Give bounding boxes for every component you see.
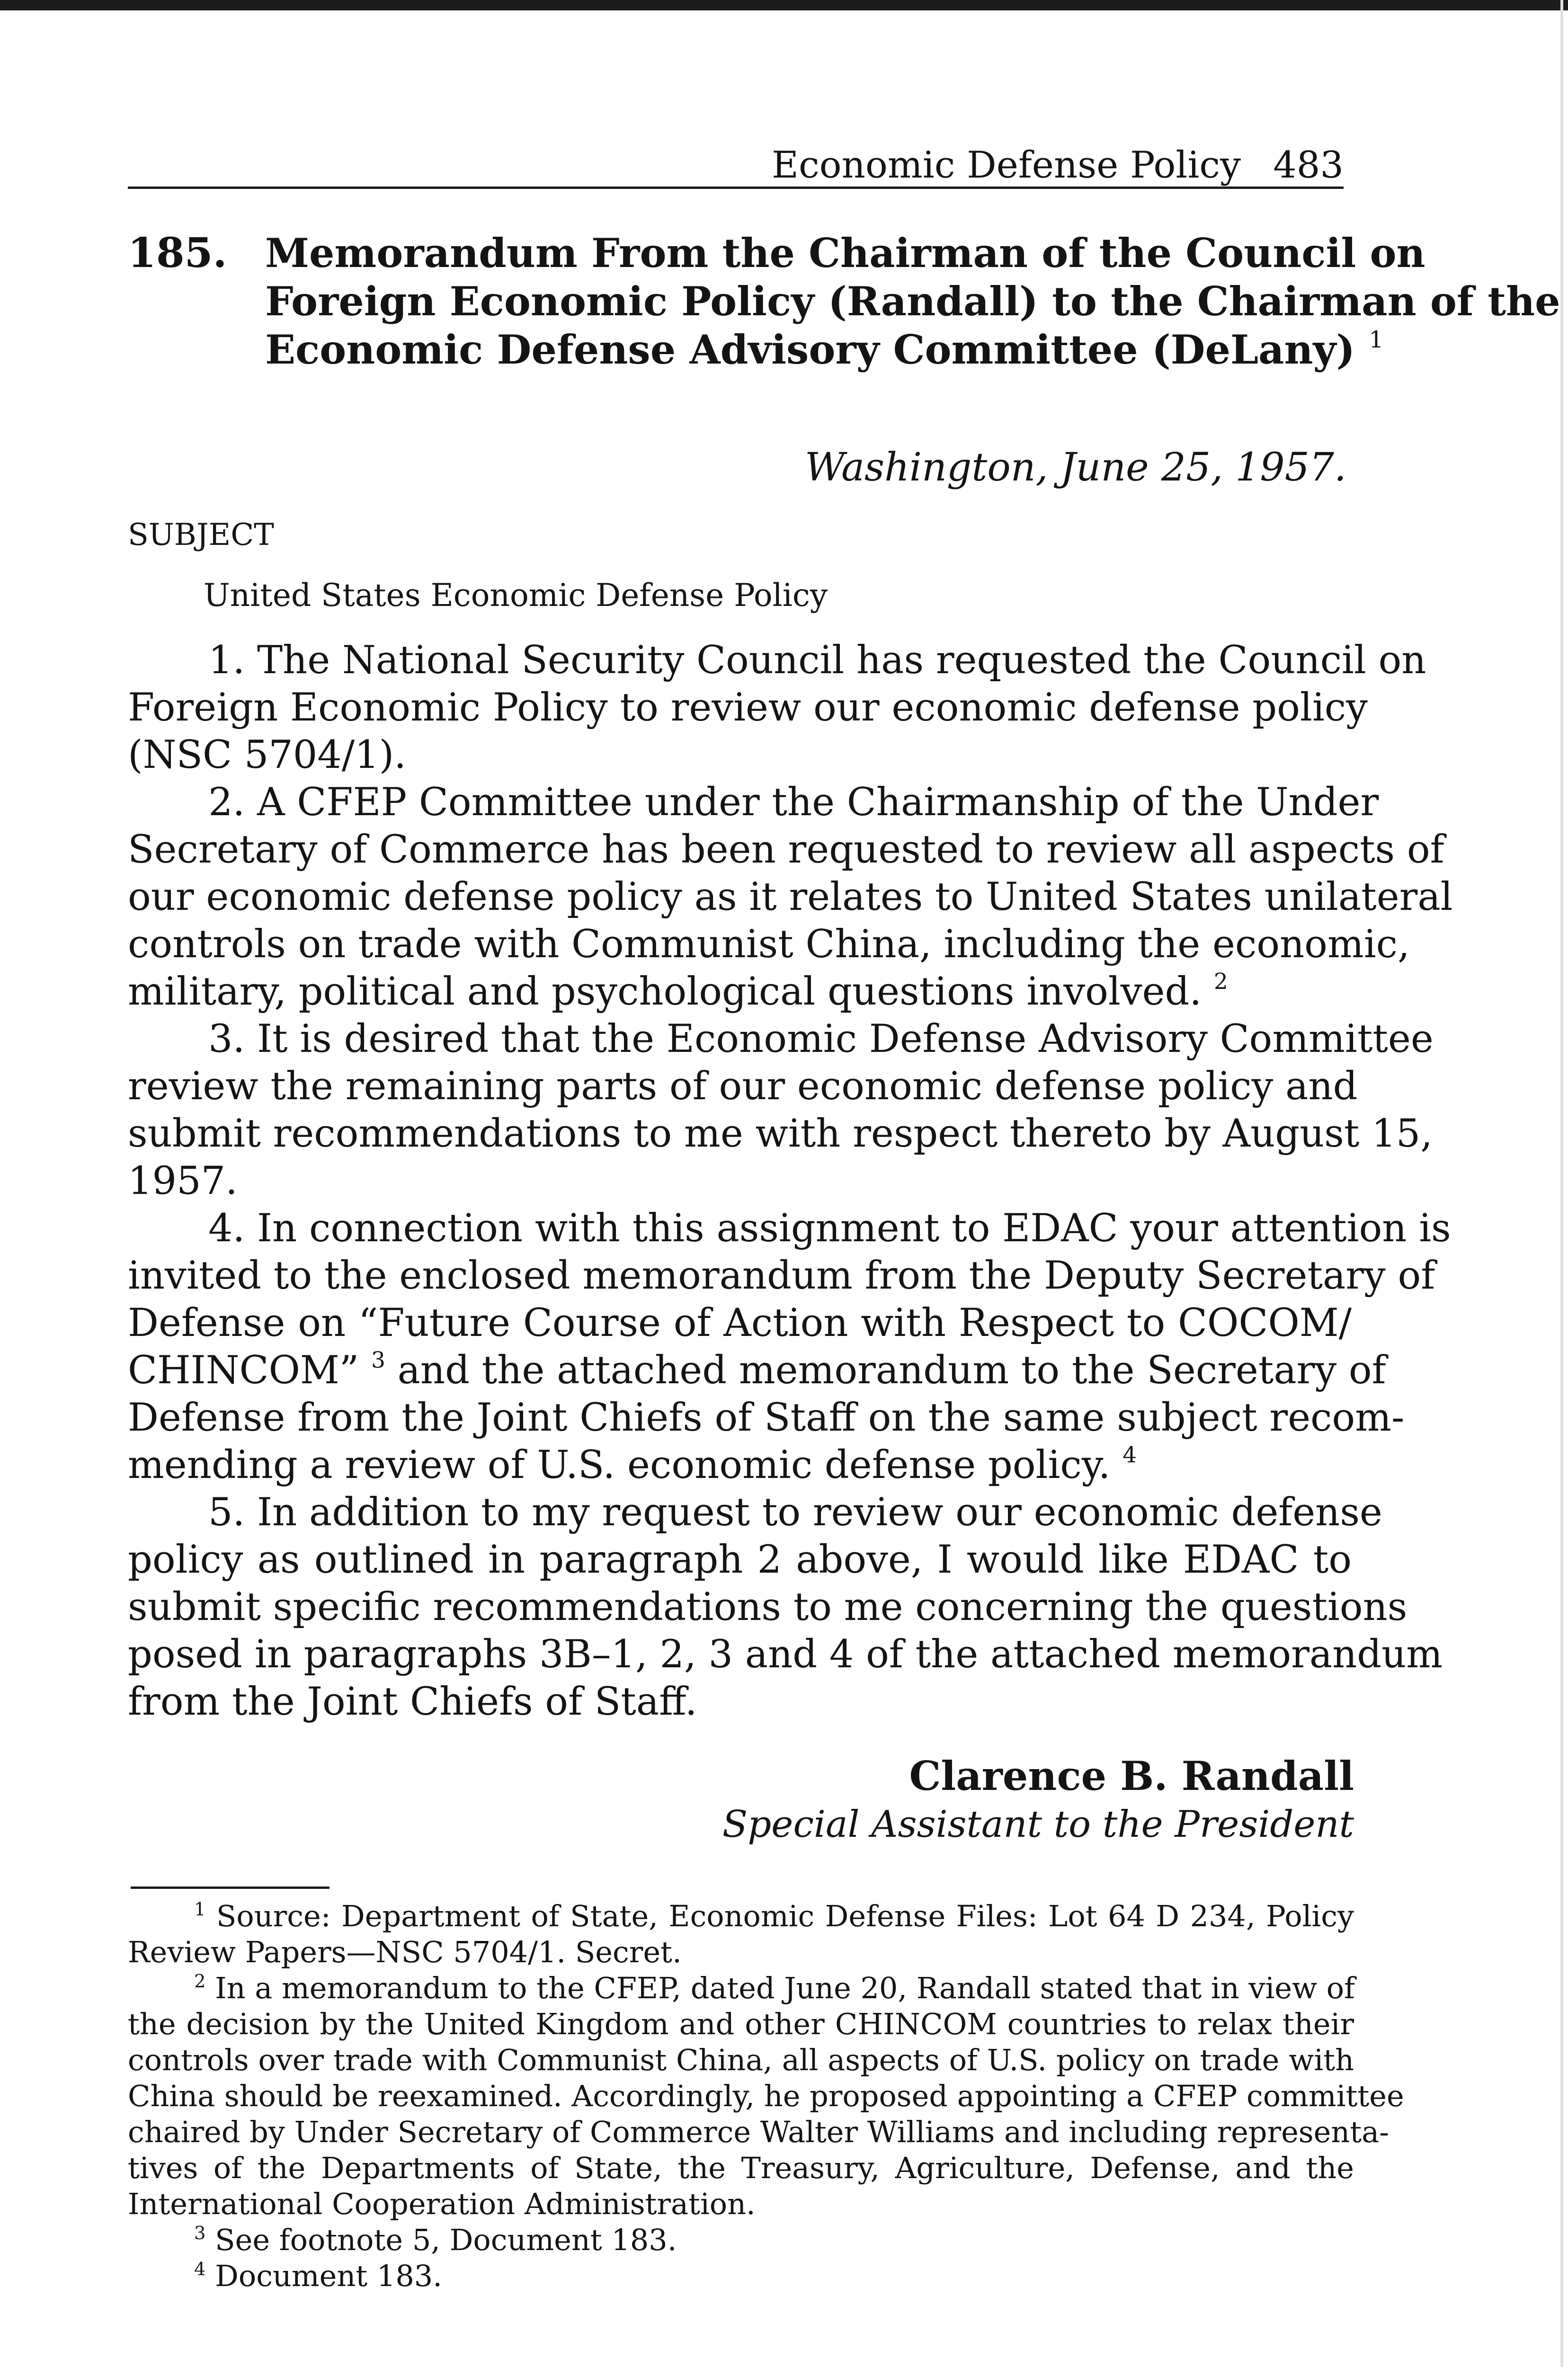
footnote-line: $^2$ In a memorandum to the CFEP, dated June 20, Randall stated that in view of (194, 1970, 1355, 2005)
footnote-reference: 4 (1123, 1442, 1137, 1468)
paragraph-2 (128, 779, 1453, 1015)
text-line: policy as outlined in paragraph 2 above, I would like EDAC to (128, 1538, 1352, 1582)
footnote-line: tives of the Departments of State, the Treasury, Agriculture, Defense, and the (128, 2151, 1354, 2185)
running-head (128, 137, 1344, 189)
text-line: 1957. (128, 1159, 238, 1203)
footnote-2 (128, 1970, 1404, 2222)
footnote-marker: 3 (194, 2222, 206, 2244)
page-right-edge (1560, 0, 1563, 2367)
paragraph-4 (128, 1205, 1451, 1489)
page-top-edge (0, 0, 1568, 10)
document-title-line: Memorandum From the Chairman of the Council on (265, 230, 1425, 276)
document-title-line: Economic Defense Advisory Committee (DeLany) $^1$ (265, 326, 1384, 373)
text-line: Foreign Economic Policy to review our economic defense policy (128, 685, 1368, 730)
signature-block (722, 1752, 1354, 1848)
document-number: 185. (128, 229, 227, 277)
text-line: invited to the enclosed memorandum from the Deputy Secretary of (128, 1254, 1435, 1298)
text-line: Defense on “Future Course of Action with Respect to COCOM/ (128, 1301, 1352, 1345)
footnote-line: $^3$ See footnote 5, Document 183. (194, 2222, 677, 2257)
footnote-line: International Cooperation Administration. (128, 2187, 756, 2221)
footnote-line: $^1$ Source: Department of State, Economic Defense Files: Lot 64 D 234, Policy (194, 1898, 1354, 1933)
footnote-line: $^4$ Document 183. (194, 2258, 442, 2293)
footnote-line: Review Papers—NSC 5704/1. Secret. (128, 1935, 682, 1969)
text-line: our economic defense policy as it relates to United States unilateral (128, 875, 1453, 919)
footnote-reference: 2 (1213, 969, 1228, 995)
text-line: review the remaining parts of our economic defense policy and (128, 1064, 1358, 1109)
footnotes (128, 1898, 1404, 2294)
text-line: military, political and psychological questions involved. $^2$ (128, 969, 1228, 1014)
text-line: 1. The National Security Council has requested the Council on (208, 638, 1426, 683)
text-line: posed in paragraphs 3B–1, 2, 3 and 4 of the attached memorandum (128, 1632, 1443, 1677)
subject-text: United States Economic Defense Policy (204, 577, 828, 614)
document-title (265, 229, 1560, 374)
footnote-line: China should be reexamined. Accordingly, he proposed appointing a CFEP committee (128, 2079, 1404, 2113)
text-line: (NSC 5704/1). (128, 733, 407, 777)
footnote-line: chaired by Under Secretary of Commerce Walter Williams and including representa- (128, 2115, 1390, 2149)
text-line: from the Joint Chiefs of Staff. (128, 1680, 697, 1724)
text-line: submit recommendations to me with respect thereto by August 15, (128, 1112, 1433, 1156)
text-line: Secretary of Commerce has been requested to review all aspects of (128, 828, 1444, 872)
text-line: Defense from the Joint Chiefs of Staff on the same subject recom- (128, 1396, 1405, 1440)
text-line: mending a review of U.S. economic defense policy. $^4$ (128, 1442, 1137, 1487)
text-line: CHINCOM” $^3$ and the attached memorandum to the Secretary of (128, 1347, 1386, 1393)
text-line: submit specific recommendations to me concerning the questions (128, 1585, 1408, 1629)
footnote-marker: 1 (194, 1898, 206, 1920)
footnote-reference: 3 (371, 1347, 385, 1374)
footnote-3 (128, 2222, 1354, 2258)
footnote-1 (128, 1898, 1354, 1970)
footnote-divider (131, 1886, 330, 1889)
dateline: Washington, June 25, 1957. (804, 445, 1346, 490)
signatory-title: Special Assistant to the President (722, 1803, 1354, 1846)
footnote-line: controls over trade with Communist China, all aspects of U.S. policy on trade with (128, 2043, 1354, 2077)
text-line: 4. In connection with this assignment to EDAC your attention is (208, 1206, 1451, 1251)
footnote-marker: 2 (194, 1970, 206, 1992)
paragraph-1 (128, 637, 1426, 779)
memo-body (128, 637, 1453, 1726)
footnote-line: the decision by the United Kingdom and other CHINCOM countries to relax their (128, 2007, 1354, 2041)
footnote-marker: 4 (194, 2258, 206, 2280)
footnote-reference: 1 (1369, 326, 1384, 353)
document-title-line: Foreign Economic Policy (Randall) to the Chairman of the (265, 278, 1560, 325)
text-line: 3. It is desired that the Economic Defense Advisory Committee (208, 1017, 1434, 1061)
signatory-name: Clarence B. Randall (909, 1753, 1354, 1799)
footnote-4 (128, 2258, 1354, 2294)
page-number: 483 (1273, 144, 1344, 187)
subject-label: SUBJECT (128, 517, 274, 552)
text-line: 5. In addition to my request to review our economic defense (208, 1490, 1382, 1535)
text-line: 2. A CFEP Committee under the Chairmanship of the Under (208, 780, 1379, 825)
paragraph-3 (128, 1015, 1434, 1205)
running-head-title: Economic Defense Policy (772, 144, 1241, 187)
paragraph-5 (128, 1489, 1443, 1726)
text-line: controls on trade with Communist China, including the economic, (128, 922, 1410, 967)
